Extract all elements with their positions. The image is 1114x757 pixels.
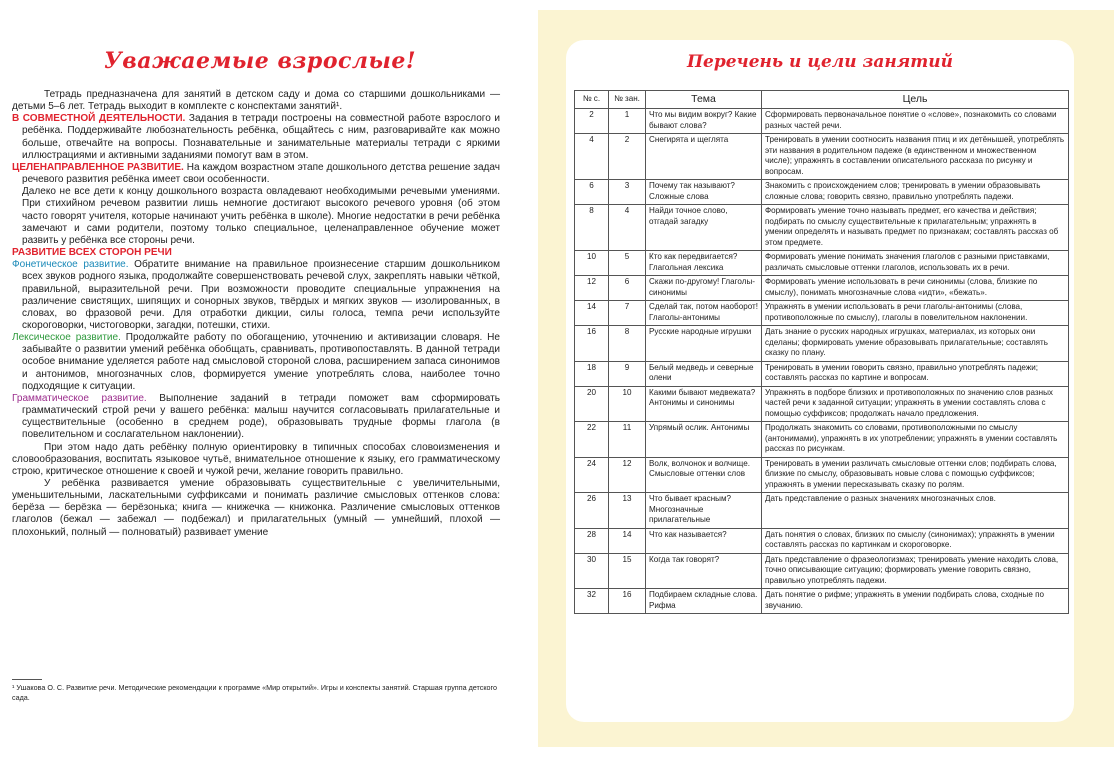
topic-cell: Что бывает красным? Многозначные прилагательные bbox=[646, 493, 762, 529]
page-number-cell: 28 bbox=[575, 528, 609, 553]
header-page-number: № с. bbox=[575, 91, 609, 109]
topic-cell: Какими бывают медвежата? Антонимы и синонимы bbox=[646, 386, 762, 422]
page-number-cell: 32 bbox=[575, 589, 609, 614]
lesson-number-cell: 2 bbox=[609, 134, 646, 180]
table-row bbox=[575, 109, 1069, 134]
purposeful-heading: ЦЕЛЕНАПРАВЛЕННОЕ РАЗВИТИЕ. bbox=[12, 161, 184, 173]
goal-cell: Сформировать первоначальное понятие о «слове», познакомить со словами разных частей речи. bbox=[762, 109, 1069, 134]
goal-cell: Дать знание о русских народных игрушках, материалах, из которых они сделаны; формировать умение образовывать прилагательные; составлять сказку по плану. bbox=[762, 326, 1069, 362]
page-number-cell: 16 bbox=[575, 326, 609, 362]
phonetic-label: Фонетическое развитие. bbox=[12, 259, 129, 271]
page-number-cell: 14 bbox=[575, 301, 609, 326]
lesson-number-cell: 5 bbox=[609, 251, 646, 276]
lesson-number-cell: 7 bbox=[609, 301, 646, 326]
page-number-cell: 20 bbox=[575, 386, 609, 422]
page-number-cell: 22 bbox=[575, 422, 609, 458]
goal-cell: Формировать умение точно называть предмет, его качества и действия; подбирать по смыслу существительные к прилагательным; упражнять в умении определять и называть предмет по признакам; составлять рассказ об этом предмете. bbox=[762, 205, 1069, 251]
goal-cell: Формировать умение использовать в речи синонимы (слова, близкие по смыслу), понимать многозначные слова «идти», «бежать». bbox=[762, 276, 1069, 301]
table-row bbox=[575, 276, 1069, 301]
page-title: Уважаемые взрослые! bbox=[103, 48, 417, 74]
table-row bbox=[575, 528, 1069, 553]
joint-activity-heading: В СОВМЕСТНОЙ ДЕЯТЕЛЬНОСТИ. bbox=[12, 113, 186, 125]
grammar-label: Грамматическое развитие. bbox=[12, 392, 147, 404]
left-page bbox=[0, 0, 520, 757]
lexical-text: Продолжайте работу по обогащению, уточнению и активизации словаря. Не забывайте о развитии умений ребёнка обобщать, сравнивать, противопоставлять. В данной тетради особое внимание уделяется работе над смысловой стороной слова, расширением запаса синонимов и антонимов, многозначных слов, формируется умение употреблять слова, наиболее точно подходящие к ситуации. bbox=[22, 332, 501, 392]
topic-cell: Почему так называют? Сложные слова bbox=[646, 180, 762, 205]
table-row bbox=[575, 457, 1069, 493]
table-row bbox=[575, 301, 1069, 326]
table-row bbox=[575, 180, 1069, 205]
phonetic-paragraph bbox=[12, 259, 500, 332]
lesson-number-cell: 9 bbox=[609, 361, 646, 386]
topic-cell: Найди точное слово, отгадай загадку bbox=[646, 205, 762, 251]
table-row bbox=[575, 386, 1069, 422]
phonetic-text: Обратите внимание на правильное произнесение старшим дошкольником всех звуков родного языка, продолжайте совершенствовать речевой слух, закреплять навыки чёткой, правильной, выразительной речи. При возможности проводите специальные упражнения на различение свистящих, шипящих и сонорных звуков, твёрдых и мягких звуков — изолированных, в словах, во фразовой речи. Для отработки дикции, силы голоса, темпа речи используйте скороговорки, чистоговорки, загадки, потешки, стихи. bbox=[22, 259, 500, 331]
footnote-divider bbox=[12, 679, 42, 680]
table-row bbox=[575, 205, 1069, 251]
topic-cell: Сделай так, потом наоборот! Глаголы-антонимы bbox=[646, 301, 762, 326]
table-row bbox=[575, 422, 1069, 458]
header-topic: Тема bbox=[646, 91, 762, 109]
page-number-cell: 6 bbox=[575, 180, 609, 205]
lessons-title: Перечень и цели занятий bbox=[686, 52, 954, 72]
goal-cell: Упражнять в подборе близких и противоположных по значению слов разных частей речи к заданной ситуации; упражнять в умении составлять слова с помощью суффиксов; продолжать начало предложения. bbox=[762, 386, 1069, 422]
lesson-number-cell: 6 bbox=[609, 276, 646, 301]
joint-activity-paragraph bbox=[12, 113, 500, 162]
intro-text-block bbox=[12, 89, 500, 539]
topic-cell: Волк, волчонок и волчище. Смысловые оттенки слов bbox=[646, 457, 762, 493]
goal-cell: Тренировать в умении говорить связно, правильно употреблять падежи; составлять рассказ по картине и вопросам. bbox=[762, 361, 1069, 386]
table-row bbox=[575, 134, 1069, 180]
grammar-paragraph bbox=[12, 393, 500, 442]
lessons-table bbox=[574, 90, 1069, 614]
topic-cell: Что мы видим вокруг? Какие бывают слова? bbox=[646, 109, 762, 134]
goal-cell: Формировать умение понимать значения глаголов с разными приставками, различать смысловые оттенки глаголов, использовать их в речи. bbox=[762, 251, 1069, 276]
page-number-cell: 26 bbox=[575, 493, 609, 529]
lesson-number-cell: 15 bbox=[609, 553, 646, 589]
topic-cell: Скажи по-другому! Глаголы-синонимы bbox=[646, 276, 762, 301]
page-number-cell: 8 bbox=[575, 205, 609, 251]
page-number-cell: 4 bbox=[575, 134, 609, 180]
goal-cell: Тренировать в умении соотносить названия птиц и их детёнышей, употреблять эти названия в родительном падеже (в единственном и множественном числе); упражнять в составлении описательного рассказа по рисунку и вопросам. bbox=[762, 134, 1069, 180]
goal-cell: Продолжать знакомить со словами, противоположными по смыслу (антонимами), упражнять в их употреблении; упражнять в умении составлять рассказ по рисункам. bbox=[762, 422, 1069, 458]
lesson-number-cell: 3 bbox=[609, 180, 646, 205]
goal-cell: Дать понятия о словах, близких по смыслу (синонимах); упражнять в умении составлять рассказ по картинкам и скороговорке. bbox=[762, 528, 1069, 553]
page-number-cell: 12 bbox=[575, 276, 609, 301]
purposeful-paragraph-2: Далеко не все дети к концу дошкольного возраста овладевают необходимыми речевыми умениями. При стихийном речевом развитии лишь немногие достигают высокого речевого уровня (об этом часто говорят учителя, которые начинают учить ребёнка в школе). Многие недостатки в речи ребёнка замечают и сами родители, поэтому только специальное, целенаправленное обучение может развить у ребёнка все стороны речи. bbox=[22, 186, 500, 246]
lesson-number-cell: 4 bbox=[609, 205, 646, 251]
page-number-cell: 30 bbox=[575, 553, 609, 589]
orientation-paragraph: При этом надо дать ребёнку полную ориентировку в типичных способах словоизменения и словообразования, воспитать языковое чутьё, внимательное отношение к языку, его грамматическому строю, критическое отношение к своей и чужой речи, желание говорить правильно. bbox=[12, 441, 500, 477]
topic-cell: Русские народные игрушки bbox=[646, 326, 762, 362]
goal-cell: Дать представление о фразеологизмах; тренировать умение находить слова, точно описывающие ситуацию; формировать умение говорить связно, правильно употреблять падежи. bbox=[762, 553, 1069, 589]
goal-cell: Знакомить с происхождением слов; тренировать в умении образовывать сложные слова; говорить связно, правильно употреблять падежи. bbox=[762, 180, 1069, 205]
grammar-text: Выполнение заданий в тетради поможет вам сформировать грамматический строй речи у вашего ребёнка: малыш научится согласовывать прилагательные и существительные (особенно в среднем роде), образовывать трудные формы глагола (в повелительном и сослагательном наклонении). bbox=[22, 392, 501, 441]
goal-cell: Тренировать в умении различать смысловые оттенки слов; подбирать слова, близкие по смыслу, образовывать новые слова с помощью суффиксов; упражнять в умении пересказывать сказку по ролям. bbox=[762, 457, 1069, 493]
header-lesson-number: № зан. bbox=[609, 91, 646, 109]
topic-cell: Белый медведь и северные олени bbox=[646, 361, 762, 386]
lesson-number-cell: 14 bbox=[609, 528, 646, 553]
lesson-number-cell: 12 bbox=[609, 457, 646, 493]
topic-cell: Когда так говорят? bbox=[646, 553, 762, 589]
goal-cell: Дать понятие о рифме; упражнять в умении подбирать слова, сходные по звучанию. bbox=[762, 589, 1069, 614]
lesson-number-cell: 10 bbox=[609, 386, 646, 422]
lesson-number-cell: 11 bbox=[609, 422, 646, 458]
all-sides-heading: РАЗВИТИЕ ВСЕХ СТОРОН РЕЧИ bbox=[12, 247, 172, 259]
table-row bbox=[575, 493, 1069, 529]
footnote: ¹ Ушакова О. С. Развитие речи. Методические рекомендации к программе «Мир открытий». Игры и конспекты занятий. Старшая группа детского сада. bbox=[12, 683, 498, 702]
goal-cell: Дать представление о разных значениях многозначных слов. bbox=[762, 493, 1069, 529]
skills-paragraph: У ребёнка развивается умение образовывать существительные с увеличительными, уменьшительными, ласкательными суффиксами и понимать различие смысловых оттенков слова: берёза — берёзка — берёзонька; книга — книжечка — книжонка. Различение смысловых оттенков глаголов (бежал — забежал — подбежал) и прилагательных (умный — умнейший, плохой — плохонький, полный — полноватый) развивает умение bbox=[12, 478, 500, 538]
lesson-number-cell: 16 bbox=[609, 589, 646, 614]
table-row bbox=[575, 361, 1069, 386]
topic-cell: Кто как передвигается? Глагольная лексика bbox=[646, 251, 762, 276]
table-row bbox=[575, 251, 1069, 276]
topic-cell: Снегирята и щеглята bbox=[646, 134, 762, 180]
page-number-cell: 18 bbox=[575, 361, 609, 386]
page-number-cell: 10 bbox=[575, 251, 609, 276]
joint-activity-text: Задания в тетради построены на совместной работе взрослого и ребёнка. Поддерживайте любознательность ребёнка, общайтесь с ним, разговаривайте как можно больше, отвечайте на вопросы. Познавательные и занимательные материалы тетради с яркими иллюстрациями и активными заданиями помогут вам в этом. bbox=[22, 113, 500, 161]
lesson-number-cell: 1 bbox=[609, 109, 646, 134]
table-header-row bbox=[575, 91, 1069, 109]
table-row bbox=[575, 326, 1069, 362]
table-row bbox=[575, 589, 1069, 614]
page-number-cell: 2 bbox=[575, 109, 609, 134]
topic-cell: Подбираем складные слова. Рифма bbox=[646, 589, 762, 614]
lesson-number-cell: 13 bbox=[609, 493, 646, 529]
header-goal: Цель bbox=[762, 91, 1069, 109]
purposeful-paragraph bbox=[12, 162, 500, 186]
topic-cell: Упрямый ослик. Антонимы bbox=[646, 422, 762, 458]
intro-paragraph: Тетрадь предназначена для занятий в детском саду и дома со старшими дошкольниками — детьми 5–6 лет. Тетрадь выходит в комплекте с конспектами занятий¹. bbox=[12, 89, 500, 113]
lexical-paragraph bbox=[12, 332, 500, 393]
goal-cell: Упражнять в умении использовать в речи глаголы-антонимы (слова, противоположные по смыслу), глаголы в повелительном наклонении. bbox=[762, 301, 1069, 326]
page-number-cell: 24 bbox=[575, 457, 609, 493]
topic-cell: Что как называется? bbox=[646, 528, 762, 553]
lexical-label: Лексическое развитие. bbox=[12, 332, 121, 344]
table-row bbox=[575, 553, 1069, 589]
lesson-number-cell: 8 bbox=[609, 326, 646, 362]
purposeful-text: На каждом возрастном этапе дошкольного детства решение задач речевого развития ребёнка имеет свои особенности. bbox=[22, 161, 501, 186]
